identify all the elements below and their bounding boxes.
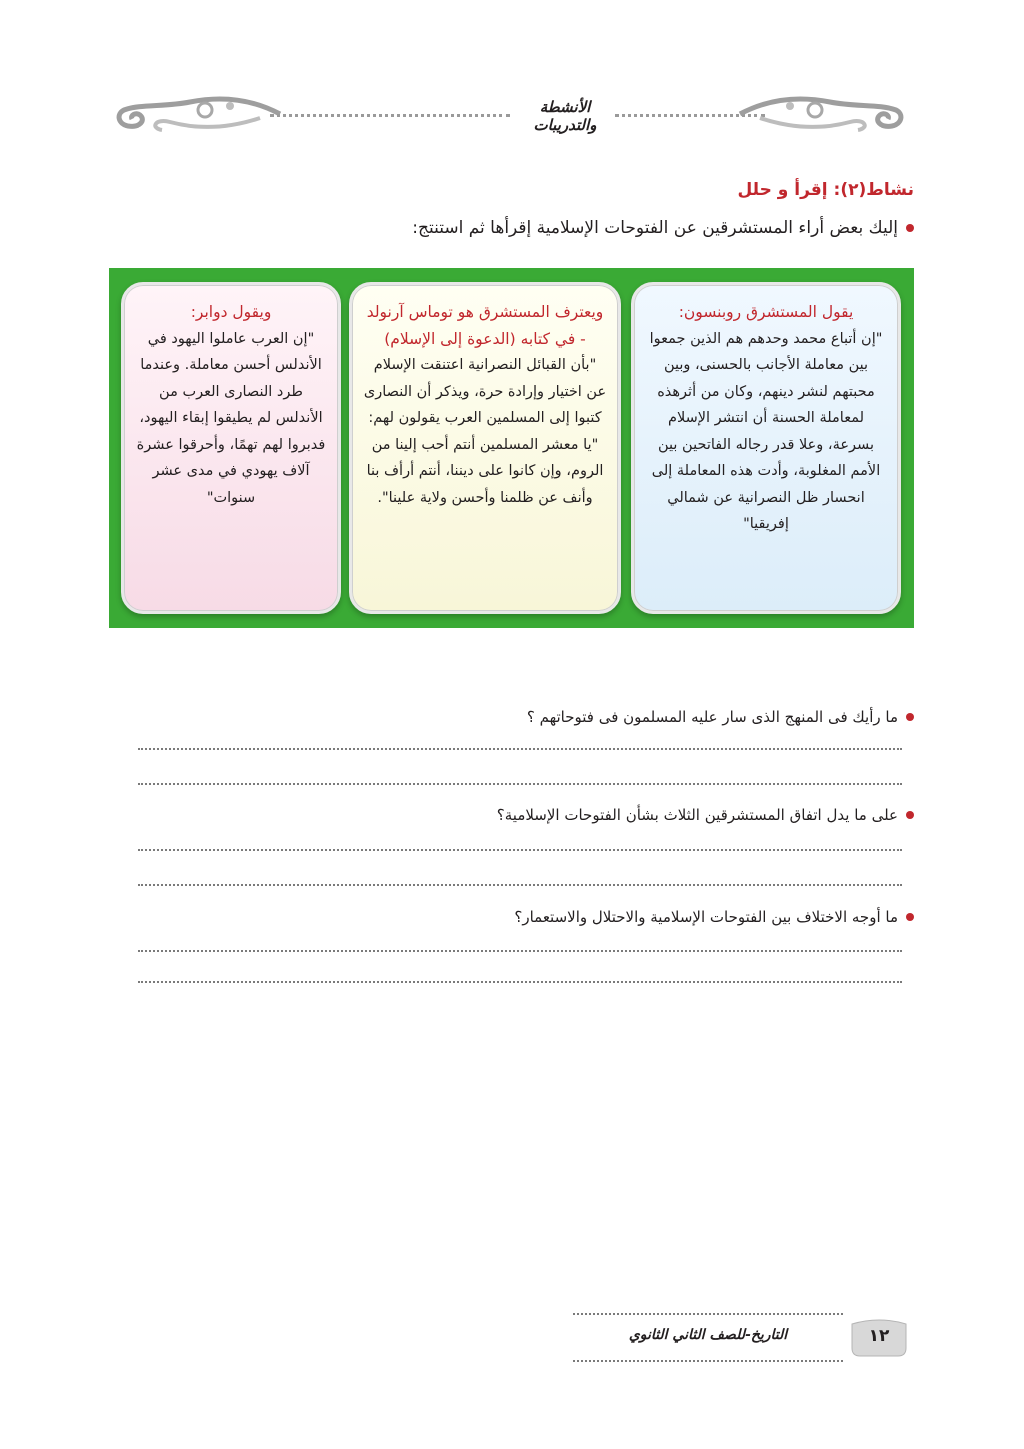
question-2 <box>497 806 914 824</box>
quote-card-text: "إن العرب عاملوا اليهود في الأندلس أحسن معاملة. وعندما طرد النصارى العرب من الأندلس لم يطيقوا إبقاء اليهود، فدبروا لهم تهمًا، وأحرقوا عشرة آلاف يهودي في مدى عشر سنوات" <box>136 330 326 506</box>
bullet-icon <box>906 811 914 819</box>
footer-dotted-rule <box>573 1313 843 1315</box>
quote-card-text: "إن أتباع محمد وحدهم هم الذين جمعوا بين معاملة الأجانب بالحسنى، وبين محبتهم لنشر دينهم، وكان من أثرهذه لمعاملة الحسنة أن انتشر الإسلام بسرعة، وعلا قدر رجاله الفاتحين بين الأمم المغلوبة، وأدت هذه المعاملة إلى انحسار ظل النصرانية عن شمالي إفريقيا" <box>649 330 883 532</box>
bullet-icon <box>906 913 914 921</box>
answer-line[interactable] <box>138 783 902 785</box>
activity-intro <box>412 218 914 238</box>
answer-line[interactable] <box>138 950 902 952</box>
question-1 <box>527 708 914 726</box>
question-3 <box>514 908 914 926</box>
quote-card-heading: ويعترف المستشرق هو توماس آرنولد - في كتابه (الدعوة إلى الإسلام) <box>366 303 604 348</box>
right-ornament-icon <box>730 88 910 138</box>
page-header <box>110 88 910 138</box>
page-number: ١٢ <box>868 1326 890 1346</box>
question-text: على ما يدل اتفاق المستشرقين الثلاث بشأن الفتوحات الإسلامية؟ <box>496 806 898 824</box>
left-ornament-icon <box>110 88 290 138</box>
activity-intro-text: إليك بعض أراء المستشرقين عن الفتوحات الإسلامية إقرأها ثم استنتج: <box>412 218 898 238</box>
quotes-panel <box>109 268 914 628</box>
quote-card-heading: يقول المستشرق روبنسون: <box>678 303 854 321</box>
header-title: الأنشطة والتدريبات <box>533 98 597 134</box>
quote-card-heading: ويقول دوابر: <box>190 303 272 321</box>
bullet-icon <box>906 224 914 232</box>
answer-line[interactable] <box>138 884 902 886</box>
activity-title: نشاط(٢): إقرأ و حلل <box>737 180 914 200</box>
quote-card-robinson <box>631 282 901 614</box>
footer-dotted-rule <box>573 1360 843 1362</box>
question-text: ما أوجه الاختلاف بين الفتوحات الإسلامية والاحتلال والاستعمار؟ <box>514 908 898 926</box>
quote-card-arnold <box>349 282 621 614</box>
answer-line[interactable] <box>138 748 902 750</box>
answer-line[interactable] <box>138 981 902 983</box>
question-text: ما رأيك فى المنهج الذى سار عليه المسلمون فى فتوحاتهم ؟ <box>526 708 898 726</box>
header-dotted-rule <box>270 114 510 117</box>
answer-line[interactable] <box>138 849 902 851</box>
bullet-icon <box>906 713 914 721</box>
quote-card-text: "بأن القبائل النصرانية اعتنقت الإسلام عن اختيار وإرادة حرة، ويذكر أن النصارى كتبوا إلى المسلمين العرب يقولون لهم: "يا معشر المسلمين أنتم أحب إلينا من الروم، وإن كانوا على ديننا، أنتم أرأف بنا وأنف عن ظلمنا وأحسن ولاية علينا". <box>363 357 607 506</box>
footer-book-title: التاريخ-للصف الثاني الثانوي <box>628 1327 788 1343</box>
quote-card-draper <box>121 282 341 614</box>
